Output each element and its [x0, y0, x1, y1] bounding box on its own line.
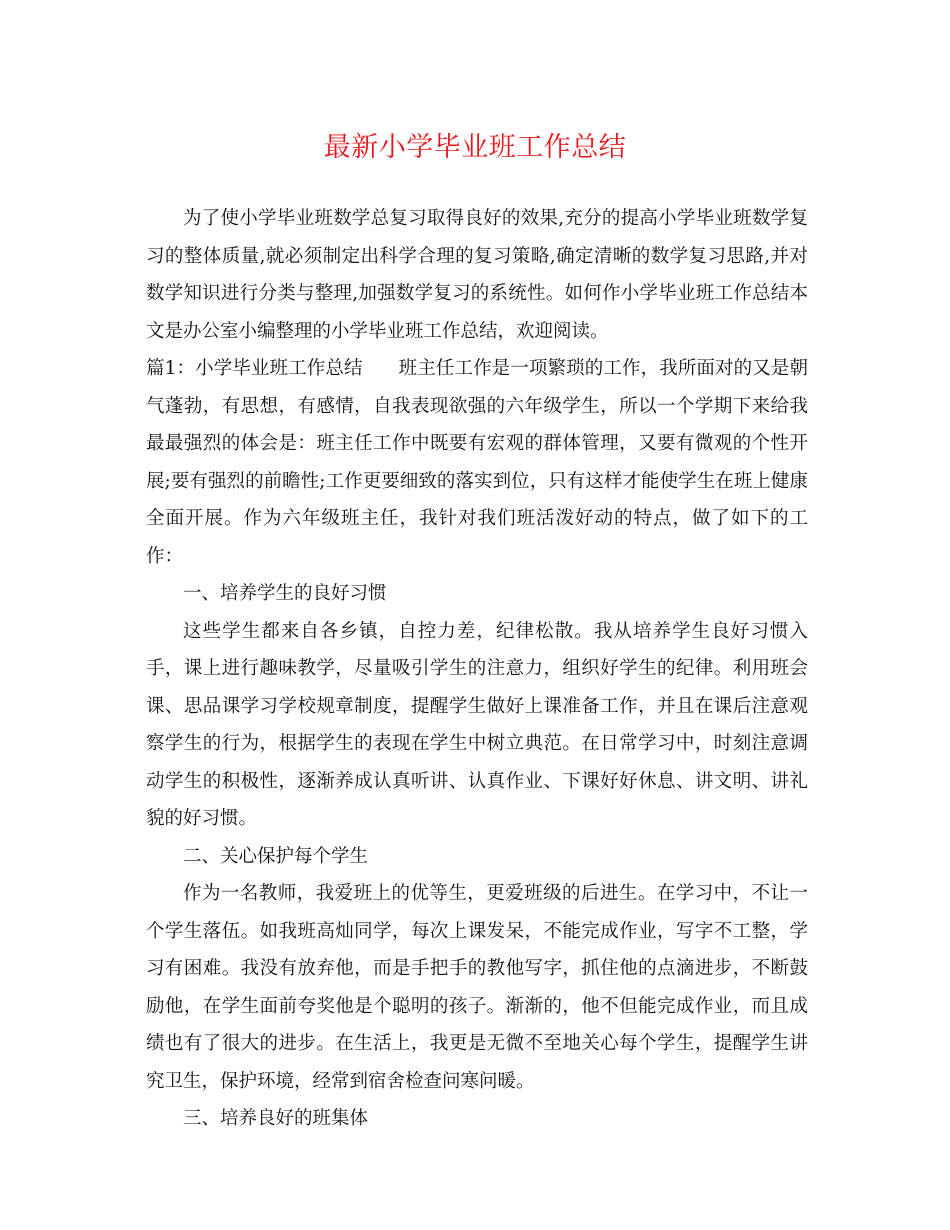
document-title: 最新小学毕业班工作总结: [323, 132, 627, 163]
paragraph-1: 这些学生都来自各乡镇，自控力差，纪律松散。我从培养学生良好习惯入手，课上进行趣味教学，尽量吸引学生的注意力，组织好学生的纪律。利用班会课、思品课学习学校规章制度，提醒学生做好上课准备工作，并且在课后注意观察学生的行为，根据学生的表现在学生中树立典范。在日常学习中，时刻注意调动学生的积极性，逐渐养成认真听讲、认真作业、下课好好休息、讲文明、讲礼貌的好习惯。: [146, 620, 808, 829]
heading-2: 二、关心保护每个学生: [183, 845, 369, 867]
section-paragraph: [146, 350, 808, 575]
intro-paragraph: 为了使小学毕业班数学总复习取得良好的效果,充分的提高小学毕业班数学复习的整体质量,就必须制定出科学合理的复习策略,确定清晰的数学复习思路,并对数学知识进行分类与整理,加强数学复习的系统性。如何作小学毕业班工作总结本文是办公室小编整理的小学毕业班工作总结，欢迎阅读。: [146, 208, 808, 342]
section-label: 篇1：小学毕业班工作总结: [146, 358, 363, 379]
document-body: [146, 200, 808, 1138]
heading-3: 三、培养良好的班集体: [183, 1108, 369, 1129]
heading-1: 一、培养学生的良好习惯: [183, 583, 387, 604]
section-text: 班主任工作是一项繁琐的工作，我所面对的又是朝气蓬勃，有思想，有感情，自我表现欲强的六年级学生，所以一个学期下来给我最最强烈的体会是：班主任工作中既要有宏观的群体管理，又要有微观的个性开展;要有强烈的前瞻性;工作更要细致的落实到位，只有这样才能使学生在班上健康全面开展。作为六年级班主任，我针对我们班活泼好动的特点，做了如下的工作：: [146, 358, 808, 567]
paragraph-2: 作为一名教师，我爱班上的优等生，更爱班级的后进生。在学习中，不让一个学生落伍。如我班高灿同学，每次上课发呆，不能完成作业，写字不工整，学习有困难。我没有放弃他，而是手把手的教他写字，抓住他的点滴进步，不断鼓励他，在学生面前夸奖他是个聪明的孩子。渐渐的，他不但能完成作业，而且成绩也有了很大的进步。在生活上，我更是无微不至地关心每个学生，提醒学生讲究卫生，保护环境，经常到宿舍检查问寒问暖。: [146, 883, 808, 1092]
